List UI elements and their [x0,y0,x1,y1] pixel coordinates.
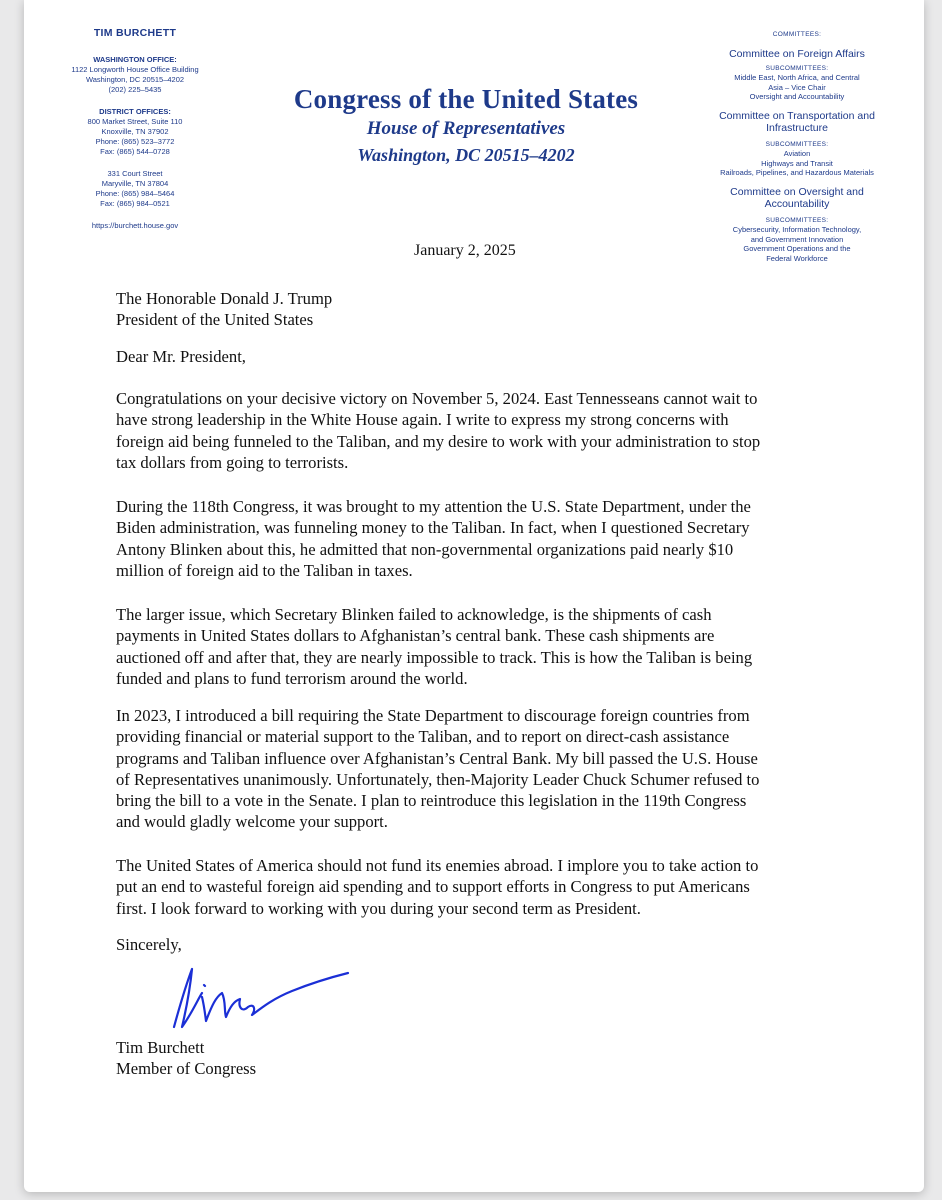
signer-title: Member of Congress [116,1059,257,1079]
masthead-congress: Congress of the United States [293,84,639,114]
paragraph-3 [116,604,876,689]
washington-office-heading: WASHINGTON OFFICE: [93,55,177,64]
subcommittee-line: and Government Innovation [750,234,844,244]
paragraph-line: programs and Taliban influence over Afghanistan’s Central Bank. My bill passed the U.S. House [116,748,758,768]
washington-office-block [60,55,210,95]
paragraph-line: tax dollars from going to terrorists. [116,452,349,472]
masthead-house: House of Representatives [366,118,566,139]
paragraph-line: providing financial or material support to the Taliban, and to report on direct-cash assistance [116,727,730,747]
letterhead-left-column [60,28,210,243]
masthead-address: Washington, DC 20515–4202 [357,145,575,165]
district-office-line: 800 Market Street, Suite 110 [87,117,183,126]
district-office-line: 331 Court Street [107,169,163,178]
paragraph-line: payments in United States dollars to Afghanistan’s central bank. These cash shipments are [116,626,715,646]
signature-block [116,1037,876,1080]
member-name-header: TIM BURCHETT [93,27,177,39]
subcommittee-line: Middle East, North Africa, and Central [734,73,860,82]
paragraph-1 [116,388,876,473]
district-office-knoxville [60,107,210,157]
paragraph-line: bring the bill to a vote in the Senate. I plan to reintroduce this legislation in the 119th Congress [116,791,747,811]
subcommittee-line: Federal Workforce [766,253,828,263]
paragraph-line: put an end to wasteful foreign aid spending and to support efforts in Congress to put Americans [116,877,750,897]
paragraph-line: During the 118th Congress, it was brought to my attention the U.S. State Department, under the [116,497,751,516]
subcommittees-caption: SUBCOMMITTEES: [765,64,829,72]
subcommittee-line: Highways and Transit [761,158,833,168]
washington-office-line: 1122 Longworth House Office Building [71,65,199,74]
paragraph-line: and would gladly welcome your support. [116,812,388,832]
paragraph-line: The larger issue, which Secretary Blinken failed to acknowledge, is the shipments of cash [116,605,712,624]
committee-oversight: Accountability [764,197,830,210]
subcommittees-caption: SUBCOMMITTEES: [765,140,829,148]
district-office-maryville [60,169,210,209]
paragraph-line: Antony Blinken about this, he admitted that non-governmental organizations paid nearly $10 [116,539,734,559]
district-office-line: Fax: (865) 984–0521 [100,199,170,208]
paragraph-line: funded and plans to fund terrorism around the world. [116,668,468,688]
signer-name: Tim Burchett [116,1038,205,1057]
washington-office-line: Washington, DC 20515–4202 [85,75,185,84]
committee-transportation: Committee on Transportation and [719,109,875,122]
paragraph-2 [116,496,876,581]
subcommittee-line: Railroads, Pipelines, and Hazardous Materials [720,168,874,177]
paragraph-line: The United States of America should not fund its enemies abroad. I implore you to take action to [116,856,759,875]
salutation: Dear Mr. President, [116,347,246,366]
washington-office-line: (202) 225–5435 [108,85,162,94]
paragraph-line: Congratulations on your decisive victory on November 5, 2024. East Tennesseans cannot wait to [116,389,758,408]
paragraph-line: foreign aid being funneled to the Taliban, and my desire to work with your administration to stop [116,431,761,451]
district-office-line: Maryville, TN 37804 [101,179,169,188]
paragraph-line: have strong leadership in the White House again. I write to express my strong concerns with [116,410,729,430]
committee-oversight: Committee on Oversight and [730,185,864,198]
letter-date: January 2, 2025 [414,242,516,259]
signature-image [152,955,352,1035]
recipient-line: President of the United States [116,310,314,330]
district-office-line: Phone: (865) 984–5464 [95,189,175,198]
subcommittees-caption: SUBCOMMITTEES: [765,216,829,224]
paragraph-line: first. I look forward to working with you during your second term as President. [116,898,641,918]
subcommittee-line: Aviation [783,149,811,158]
paragraph-5 [116,855,876,919]
masthead [286,82,646,168]
subcommittee-line: Government Operations and the [743,244,851,253]
district-offices-heading: DISTRICT OFFICES: [99,107,171,116]
paragraph-line: In 2023, I introduced a bill requiring the State Department to discourage foreign countries from [116,706,750,725]
committee-transportation: Infrastructure [766,121,828,134]
subcommittee-line: Oversight and Accountability [749,92,845,101]
committee-foreign-affairs: Committee on Foreign Affairs [729,47,865,60]
recipient-address [116,288,876,331]
district-office-line: Phone: (865) 523–3772 [95,137,175,146]
committees-caption: COMMITTEES: [772,31,822,38]
paragraph-4 [116,705,876,833]
paragraph-line: Biden administration, was funneling money to the Taliban. In fact, when I questioned Secretary [116,518,750,538]
paragraph-line: of Representatives unanimously. Unfortunately, then-Majority Leader Chuck Schumer refused to [116,769,760,789]
district-office-line: Fax: (865) 544–0728 [100,147,170,156]
recipient-line: The Honorable Donald J. Trump [116,289,333,308]
subcommittee-line: Asia – Vice Chair [768,82,826,92]
paragraph-line: auctioned off and after that, they are nearly impossible to track. This is how the Taliban is being [116,647,753,667]
letter-page [24,0,924,1192]
district-office-line: Knoxville, TN 37902 [101,127,169,136]
subcommittee-line: Cybersecurity, Information Technology, [732,225,862,234]
website-link[interactable]: https://burchett.house.gov [91,221,179,230]
paragraph-line: million of foreign aid to the Taliban in taxes. [116,560,413,580]
closing: Sincerely, [116,935,182,954]
committees-column [692,30,902,263]
